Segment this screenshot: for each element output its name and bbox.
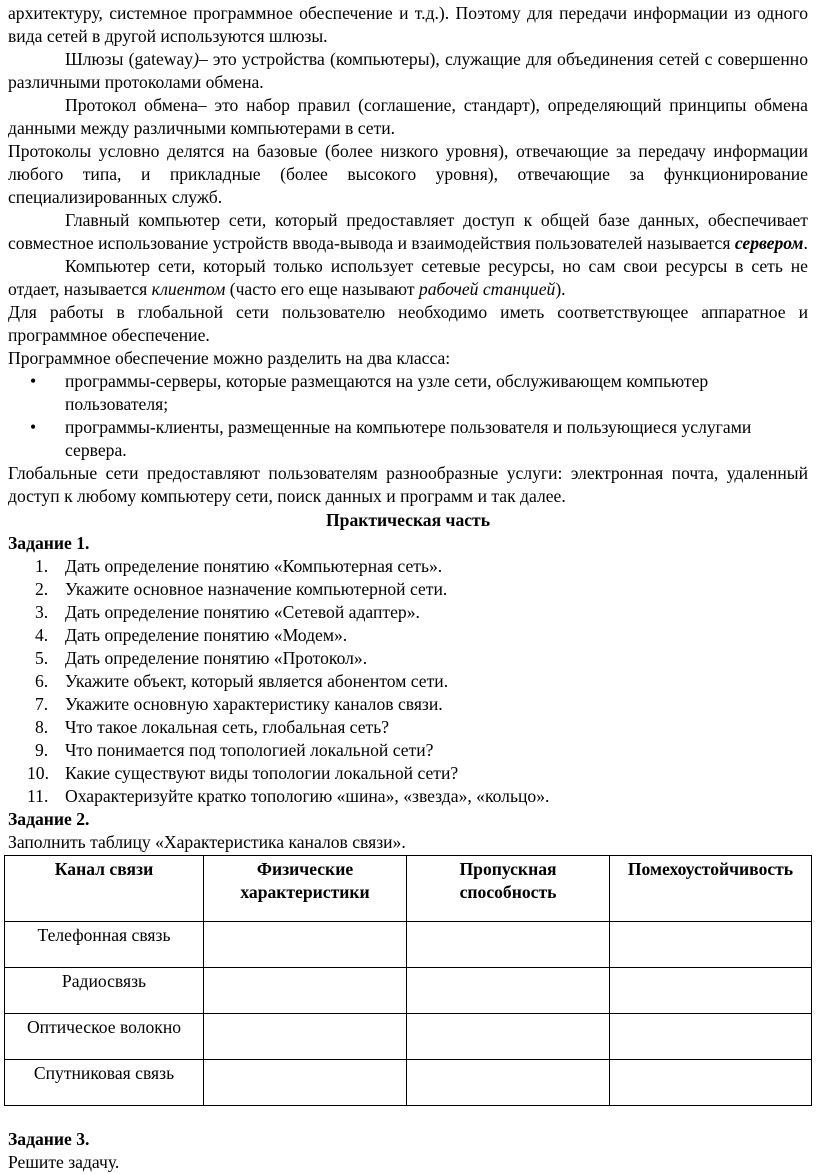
- column-header: Физические характеристики: [204, 856, 407, 922]
- empty-cell[interactable]: [204, 1014, 407, 1060]
- paragraph-protocol-definition: Протокол обмена– это набор правил (соглашение, стандарт), определяющий принципы обмена данными между различными компьютерами в сети.: [8, 95, 808, 138]
- workstation-term: рабочей станцией: [418, 279, 556, 299]
- item-number: 10.: [27, 763, 49, 783]
- client-text-a: Компьютер сети, который только использует сетевые ресурсы, но сам свои ресурсы в сеть не отдает, называется: [8, 256, 808, 299]
- item-number: 5.: [35, 648, 49, 668]
- task2-heading: Задание 2.: [8, 809, 90, 829]
- list-item: [8, 370, 808, 416]
- paragraph-gateway-definition: [8, 48, 808, 94]
- paragraph-gateways-intro: архитектуру, системное программное обеспечение и т.д.). Поэтому для передачи информации из одного вида сетей в другой используются шлюзы.: [8, 3, 808, 46]
- list-item: [8, 716, 808, 739]
- empty-cell[interactable]: [610, 968, 812, 1014]
- item-number: 4.: [35, 625, 49, 645]
- item-text: Что понимается под топологией локальной сети?: [65, 740, 434, 760]
- list-item: [8, 762, 808, 785]
- gateway-paren: )–: [193, 49, 208, 69]
- empty-cell[interactable]: [407, 1014, 610, 1060]
- table-row: [5, 1060, 812, 1106]
- list-item: [8, 647, 808, 670]
- item-number: 1.: [35, 556, 49, 576]
- table-row: [5, 922, 812, 968]
- column-header: Пропускная способность: [407, 856, 610, 922]
- list-item: [8, 670, 808, 693]
- task3-heading: Задание 3.: [8, 1129, 90, 1149]
- channels-table: [4, 855, 812, 1106]
- task3-instruction: Решите задачу.: [8, 1152, 120, 1172]
- column-header: Канал связи: [5, 856, 204, 922]
- paragraph-protocol-types: Протоколы условно делятся на базовые (более низкого уровня), отвечающие за передачу информации любого типа, и прикладные (более высокого уровня), отвечающие за функционирование специализированных служб.: [8, 141, 808, 207]
- item-number: 9.: [35, 740, 49, 760]
- channel-name-cell: Оптическое волокно: [5, 1014, 204, 1060]
- table-row: [5, 1014, 812, 1060]
- gateway-text: это устройства (компьютеры), служащие для объединения сетей с совершенно различными протоколами обмена.: [8, 49, 808, 92]
- empty-cell[interactable]: [610, 1014, 812, 1060]
- channel-name-cell: Спутниковая связь: [5, 1060, 204, 1106]
- item-text: Дать определение понятию «Протокол».: [65, 648, 368, 668]
- channel-name-cell: Радиосвязь: [5, 968, 204, 1014]
- item-text: Дать определение понятию «Компьютерная сеть».: [65, 556, 443, 576]
- paragraph-global-requirements: Для работы в глобальной сети пользователю необходимо иметь соответствующее аппаратное и программное обеспечение.: [8, 302, 808, 345]
- column-header: Помехоустойчивость: [610, 856, 812, 922]
- list-item: [8, 555, 808, 578]
- paragraph-client-definition: [8, 255, 808, 301]
- item-text: Дать определение понятию «Модем».: [65, 625, 348, 645]
- item-text: Укажите основную характеристику каналов связи.: [65, 694, 443, 714]
- item-text: Укажите объект, который является абонентом сети.: [65, 671, 449, 691]
- list-item: [8, 739, 808, 762]
- item-number: 3.: [35, 602, 49, 622]
- task1-heading: Задание 1.: [8, 533, 90, 553]
- paragraph-software-classes: Программное обеспечение можно разделить на два класса:: [8, 348, 451, 368]
- paragraph-server-definition: [8, 209, 808, 255]
- server-text: Главный компьютер сети, который предоставляет доступ к общей базе данных, обеспечивает совместное использование устройств ввода-вывода и взаимодействия пользователей называется: [8, 210, 808, 253]
- item-text: Что такое локальная сеть, глобальная сеть?: [65, 717, 390, 737]
- spacer: [8, 1106, 808, 1128]
- list-item: [8, 601, 808, 624]
- document-page: [8, 2, 808, 1174]
- bullet-text: программы-серверы, которые размещаются на узле сети, обслуживающем компьютер пользователя;: [65, 371, 709, 414]
- software-classes-list: [8, 370, 808, 462]
- empty-cell[interactable]: [204, 968, 407, 1014]
- item-text: Охарактеризуйте кратко топологию «шина», «звезда», «кольцо».: [65, 786, 550, 806]
- list-item: [8, 416, 808, 462]
- item-text: Укажите основное назначение компьютерной сети.: [65, 579, 448, 599]
- empty-cell[interactable]: [610, 922, 812, 968]
- client-text-b: (часто его еще называют: [225, 279, 419, 299]
- bullet-text: программы-клиенты, размещенные на компьютере пользователя и пользующиеся услугами сервера.: [65, 417, 752, 460]
- item-text: Дать определение понятию «Сетевой адаптер».: [65, 602, 420, 622]
- client-text-c: ).: [555, 279, 566, 299]
- client-term: клиентом: [151, 279, 226, 299]
- item-number: 8.: [35, 717, 49, 737]
- practical-heading: Практическая часть: [326, 510, 490, 530]
- item-number: 7.: [35, 694, 49, 714]
- item-number: 2.: [35, 579, 49, 599]
- item-number: 6.: [35, 671, 49, 691]
- list-item: [8, 624, 808, 647]
- list-item: [8, 785, 808, 808]
- server-term: сервером: [734, 233, 804, 253]
- empty-cell[interactable]: [204, 922, 407, 968]
- list-item: [8, 693, 808, 716]
- list-item: [8, 578, 808, 601]
- empty-cell[interactable]: [204, 1060, 407, 1106]
- bullet-icon: •: [30, 371, 37, 391]
- task1-list: [8, 555, 808, 808]
- empty-cell[interactable]: [407, 1060, 610, 1106]
- gateway-term: Шлюзы (gateway: [65, 49, 194, 69]
- table-row: [5, 968, 812, 1014]
- item-number: 11.: [27, 786, 49, 806]
- empty-cell[interactable]: [610, 1060, 812, 1106]
- paragraph-global-services: Глобальные сети предоставляют пользователям разнообразные услуги: электронная почта, удаленный доступ к любому компьютеру сети, поиск данных и программ и так далее.: [8, 463, 808, 506]
- bullet-icon: •: [30, 417, 37, 437]
- empty-cell[interactable]: [407, 968, 610, 1014]
- task2-instruction: Заполнить таблицу «Характеристика каналов связи».: [8, 832, 406, 852]
- channel-name-cell: Телефонная связь: [5, 922, 204, 968]
- item-text: Какие существуют виды топологии локальной сети?: [65, 763, 459, 783]
- empty-cell[interactable]: [407, 922, 610, 968]
- table-header-row: [5, 856, 812, 922]
- server-period: .: [803, 233, 808, 253]
